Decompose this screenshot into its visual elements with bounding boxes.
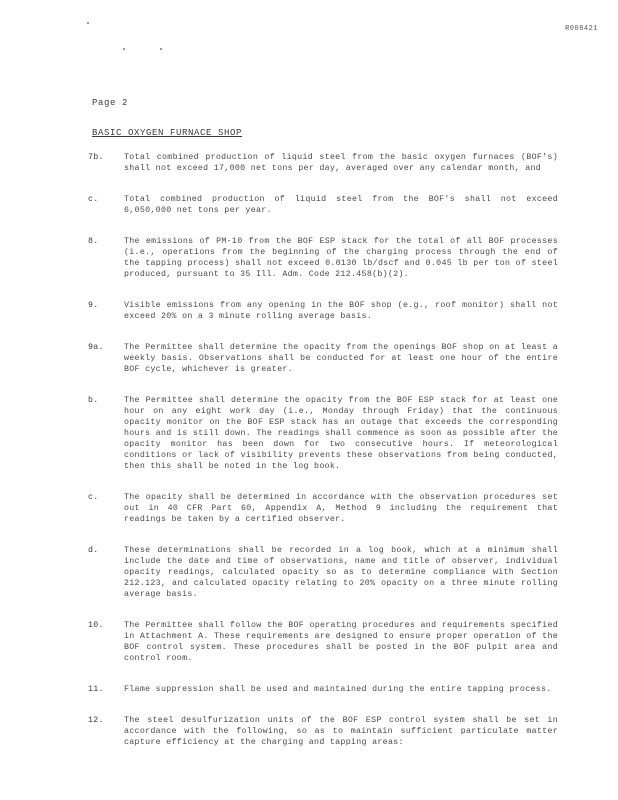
condition-item <box>88 620 558 664</box>
condition-item <box>88 715 558 748</box>
condition-item <box>88 395 558 472</box>
page-label: Page 2 <box>92 98 129 108</box>
condition-item <box>88 545 558 600</box>
document-id: R008421 <box>565 25 598 33</box>
condition-item <box>88 194 558 216</box>
condition-item <box>88 342 558 375</box>
scan-speck <box>87 22 89 24</box>
condition-text: The Permittee shall determine the opacity from the openings BOF shop on at least a weekly basis. Observations shall be conducted for at least one hour of the entire BOF cycle, whichever is greater. <box>124 343 558 374</box>
condition-number: 8. <box>88 237 99 246</box>
condition-text: These determinations shall be recorded in a log book, which at a minimum shall include the date and time of observations, name and title of observer, individual opacity readings, calculated opacity so as to determine compliance with Section 212.123, and calculated opacity relating to 20% opacity on a three minute rolling average basis. <box>124 546 558 599</box>
condition-text: Total combined production of liquid steel from the basic oxygen furnaces (BOF's) shall not exceed 17,000 net tons per day, averaged over any calendar month, and <box>124 153 558 173</box>
condition-text: The emissions of PM-10 from the BOF ESP stack for the total of all BOF processes (i.e., operations from the beginning of the charging process through the end of the tapping process) shall not exceed 0.0130 lb/dscf and 0.045 lb per ton of steel produced, pursuant to 35 Ill. Adm. Code 212.458(b)(2). <box>124 237 558 279</box>
condition-text: Total combined production of liquid steel from the BOF's shall not exceed 6,050,000 net tons per year. <box>124 195 558 215</box>
condition-text: The Permittee shall determine the opacity from the BOF ESP stack for at least one hour on any eight work day (i.e., Monday through Friday) that the continuous opacity monitor on the BOF ESP stack has an outage that exceeds the corresponding hours and is still down. The readings shall commence as soon as possible after the opacity monitor has been down for two consecutive hours. If meteorological conditions or lack of visibility prevents these observations from being conducted, then this shall be noted in the log book. <box>124 396 558 471</box>
condition-item <box>88 684 558 695</box>
condition-number: d. <box>88 546 99 555</box>
condition-number: c. <box>88 493 99 502</box>
condition-item <box>88 300 558 322</box>
condition-item <box>88 152 558 174</box>
condition-number: b. <box>88 396 99 405</box>
condition-item <box>88 492 558 525</box>
condition-number: 9. <box>88 301 99 310</box>
condition-number: 9a. <box>88 343 104 352</box>
condition-list <box>88 152 558 748</box>
condition-text: The steel desulfurization units of the BOF ESP control system shall be set in accordance with the following, so as to maintain sufficient particulate matter capture efficiency at the charging and tapping areas: <box>124 716 558 747</box>
condition-number: 11. <box>88 685 104 694</box>
section-title: BASIC OXYGEN FURNACE SHOP <box>92 128 243 138</box>
condition-item <box>88 236 558 280</box>
condition-number: 12. <box>88 716 104 725</box>
condition-number: 10. <box>88 621 104 630</box>
condition-number: c. <box>88 195 99 204</box>
condition-text: Flame suppression shall be used and maintained during the entire tapping process. <box>124 685 552 694</box>
condition-text: Visible emissions from any opening in the BOF shop (e.g., roof monitor) shall not exceed 20% on a 3 minute rolling average basis. <box>124 301 558 321</box>
condition-text: The opacity shall be determined in accordance with the observation procedures set out in 40 CFR Part 60, Appendix A, Method 9 including the requirement that readings be taken by a certified observer. <box>124 493 558 524</box>
condition-number: 7b. <box>88 153 104 162</box>
scan-speck <box>123 48 125 50</box>
scan-speck <box>160 48 162 50</box>
condition-text: The Permittee shall follow the BOF operating procedures and requirements specified in Attachment A. These requirements are designed to ensure proper operation of the BOF control system. These procedures shall be posted in the BOF pulpit area and control room. <box>124 621 558 663</box>
